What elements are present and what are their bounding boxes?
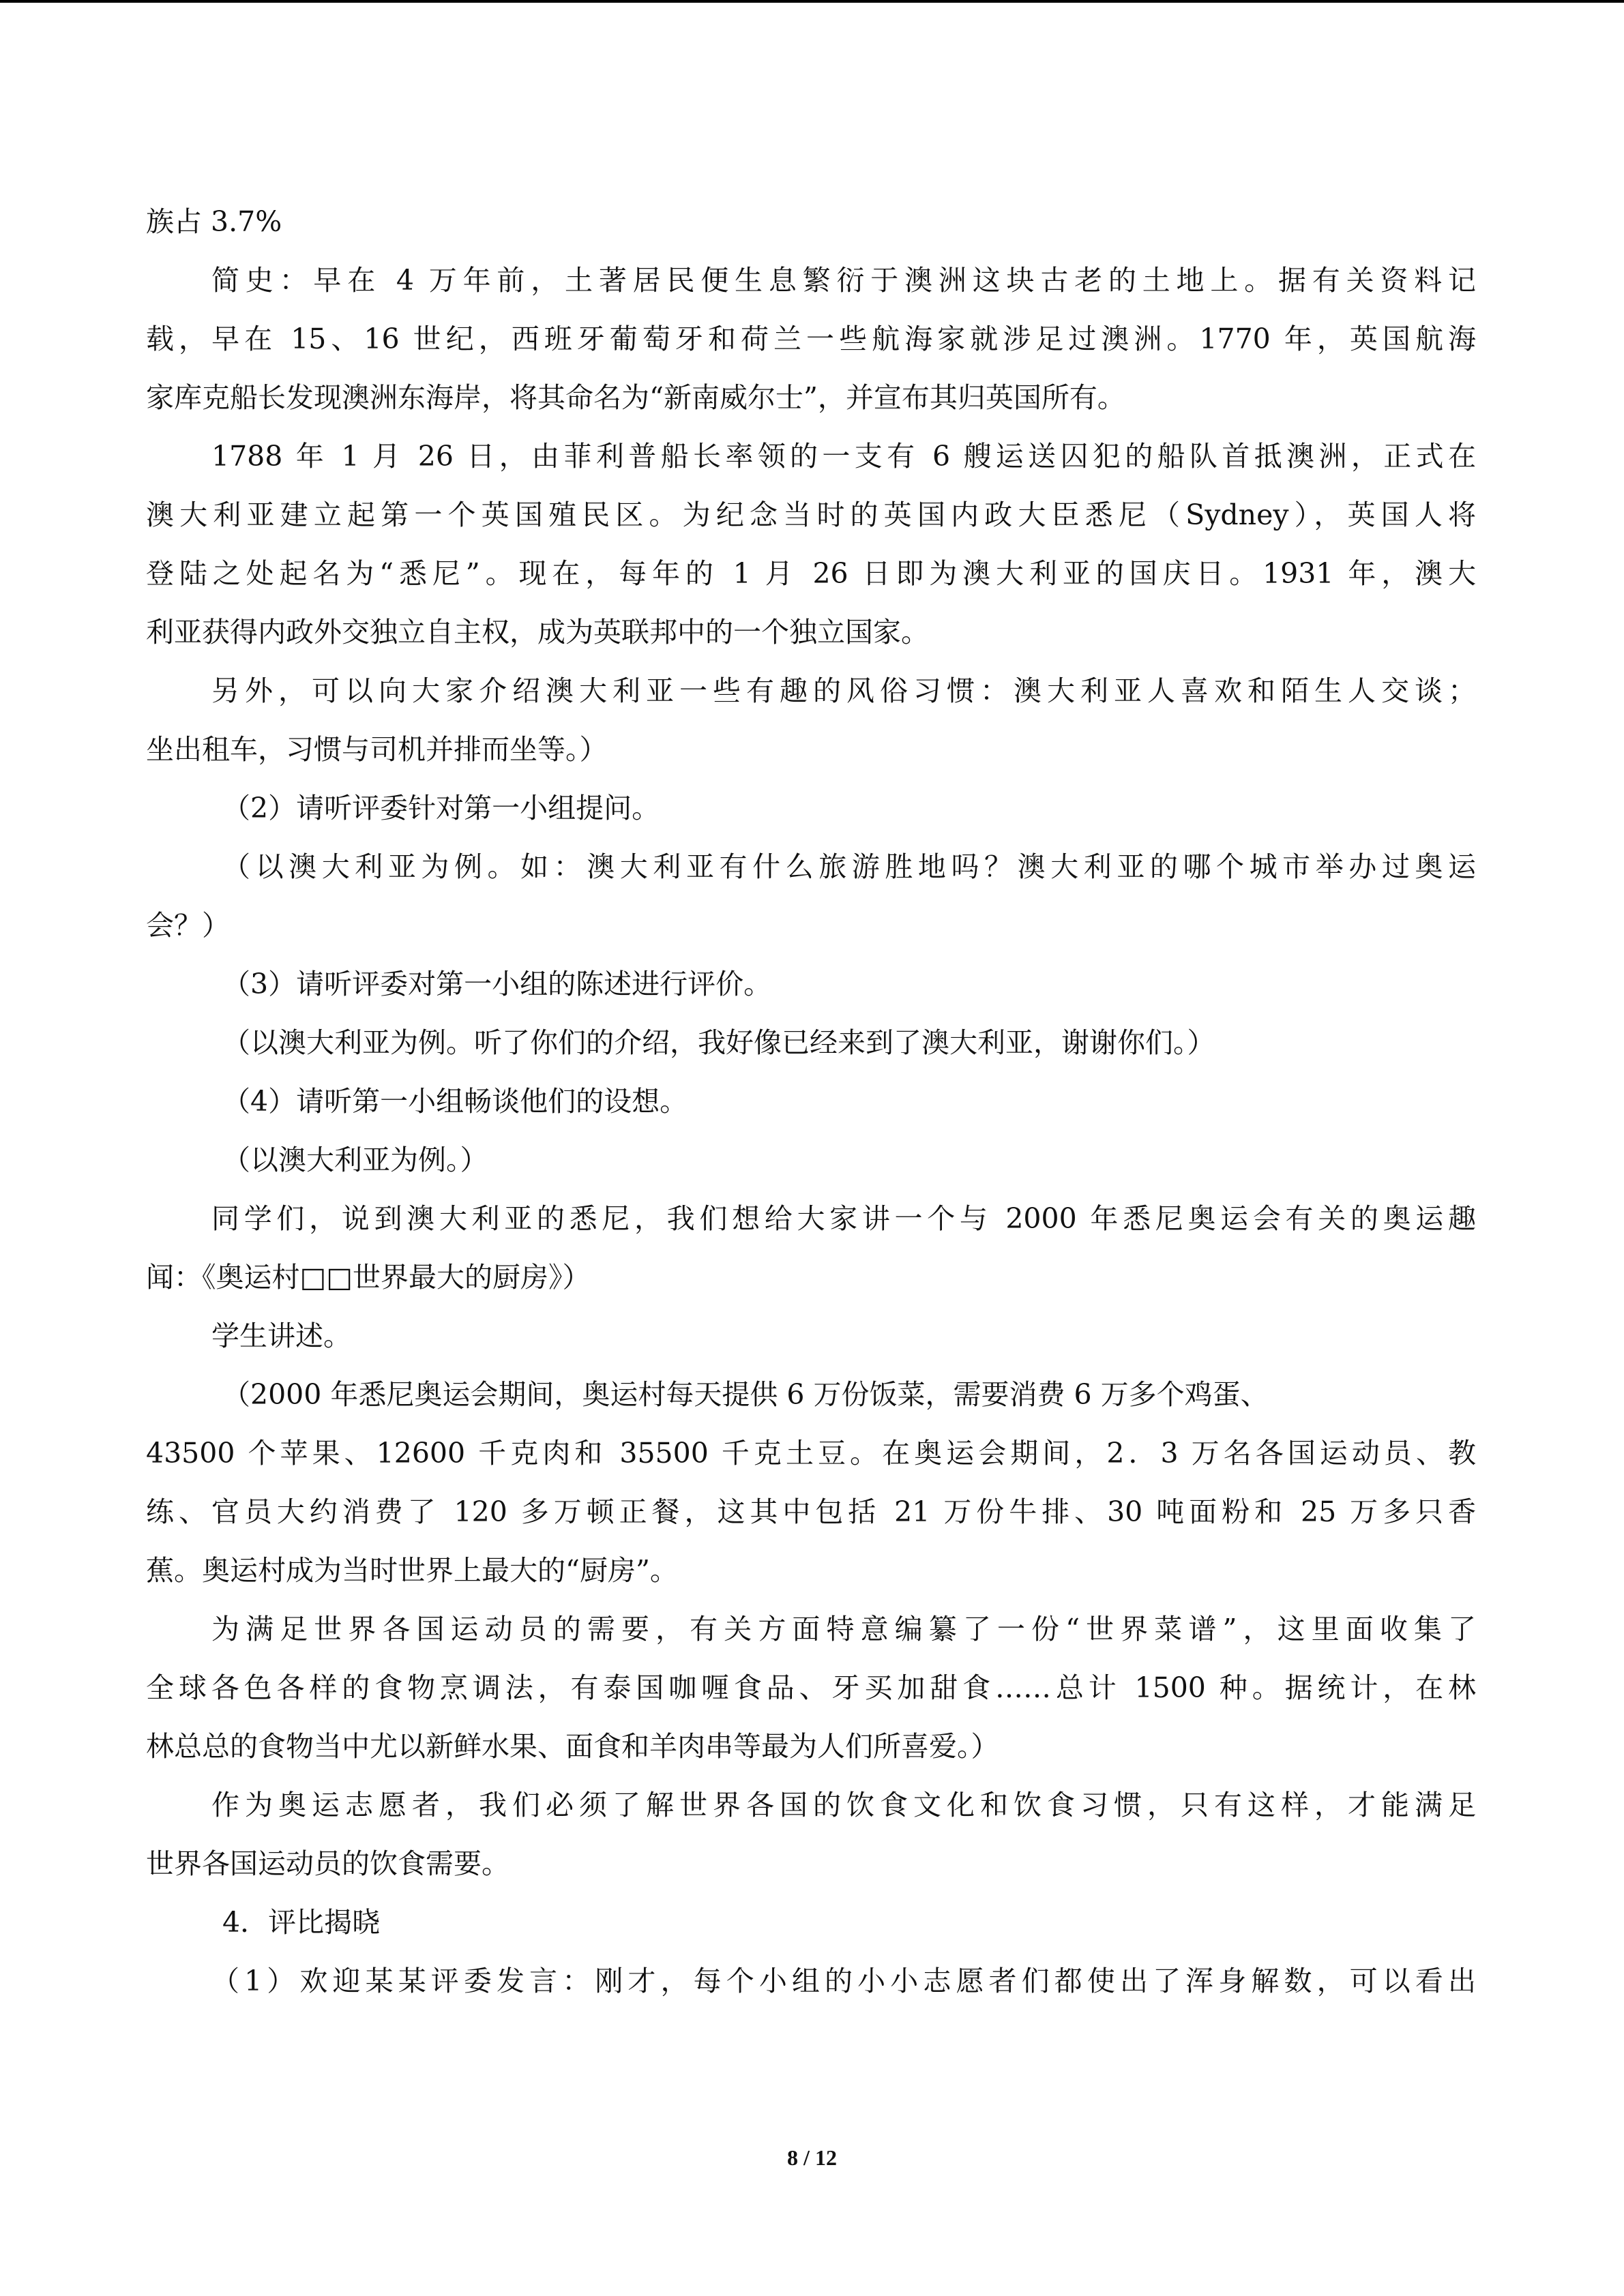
text-line: （3）请听评委对第一小组的陈述进行评价。 (222, 968, 772, 1000)
text-line: 载，早在 15、16 世纪，西班牙葡萄牙和荷兰一些航海家就涉足过澳洲。1770 年，英国航海 (146, 323, 1476, 355)
text-line: 闻：《奥运村□□世界最大的厨房》） (146, 1261, 591, 1294)
text-line: 另外，可以向大家介绍澳大利亚一些有趣的风俗习惯：澳大利亚人喜欢和陌生人交谈； (211, 674, 1476, 707)
text-line: （4）请听第一小组畅谈他们的设想。 (222, 1085, 688, 1118)
text-line: 同学们，说到澳大利亚的悉尼，我们想给大家讲一个与 2000 年悉尼奥运会有关的奥运趣 (211, 1202, 1476, 1235)
text-line: （2）请听评委针对第一小组提问。 (222, 792, 660, 824)
text-line: （以澳大利亚为例。听了你们的介绍，我好像已经来到了澳大利亚，谢谢你们。） (222, 1026, 1215, 1059)
page-top-border (0, 0, 1624, 3)
section-heading: 4．评比揭晓 (222, 1906, 381, 1939)
text-line: （以澳大利亚为例。） (222, 1144, 488, 1176)
text-line: 世界各国运动员的饮食需要。 (146, 1847, 510, 1880)
text-line: 蕉。奥运村成为当时世界上最大的“厨房”。 (146, 1554, 678, 1587)
page-number: 8 / 12 (787, 2145, 837, 2170)
text-line: 利亚获得内政外交独立自主权，成为英联邦中的一个独立国家。 (146, 616, 929, 648)
text-line: 全球各色各样的食物烹调法，有泰国咖喱食品、牙买加甜食……总计 1500 种。据统计，在林 (146, 1671, 1476, 1704)
text-line: 简史：早在 4 万年前，土著居民便生息繁衍于澳洲这块古老的土地上。据有关资料记 (211, 264, 1476, 297)
text-line: 林总总的食物当中尤以新鲜水果、面食和羊肉串等最为人们所喜爱。） (146, 1730, 999, 1763)
text-line: 1788 年 1 月 26 日，由菲利普船长率领的一支有 6 艘运送囚犯的船队首抵澳洲，正式在 (211, 440, 1476, 473)
text-line: 族占 3.7% (146, 205, 282, 238)
text-line: 学生讲述。 (211, 1320, 351, 1352)
text-line: （2000 年悉尼奥运会期间，奥运村每天提供 6 万份饭菜，需要消费 6 万多个鸡蛋、 (222, 1378, 1269, 1411)
text-line: 登陆之处起名为“悉尼”。现在，每年的 1 月 26 日即为澳大利亚的国庆日。1931 年，澳大 (146, 557, 1476, 590)
text-line: 家库克船长发现澳洲东海岸，将其命名为“新南威尔士”，并宣布其归英国所有。 (146, 381, 1125, 414)
text-line: 坐出租车，习惯与司机并排而坐等。） (146, 733, 608, 766)
text-line: 澳大利亚建立起第一个英国殖民区。为纪念当时的英国内政大臣悉尼（Sydney），英国人将 (146, 498, 1476, 531)
text-line: 为满足世界各国运动员的需要，有关方面特意编纂了一份“世界菜谱”，这里面收集了 (211, 1613, 1476, 1645)
text-line: 练、官员大约消费了 120 多万顿正餐，这其中包括 21 万份牛排、30 吨面粉和 25 万多只香 (146, 1495, 1476, 1528)
text-line: （1）欢迎某某评委发言：刚才，每个小组的小小志愿者们都使出了浑身解数，可以看出 (211, 1965, 1476, 1997)
text-line: （以澳大利亚为例。如：澳大利亚有什么旅游胜地吗？澳大利亚的哪个城市举办过奥运 (222, 850, 1476, 883)
text-line: 作为奥运志愿者，我们必须了解世界各国的饮食文化和饮食习惯，只有这样，才能满足 (211, 1789, 1476, 1821)
text-line: 会？） (146, 909, 230, 942)
text-line: 43500 个苹果、12600 千克肉和 35500 千克土豆。在奥运会期间，2．3 万名各国运动员、教 (146, 1437, 1476, 1470)
